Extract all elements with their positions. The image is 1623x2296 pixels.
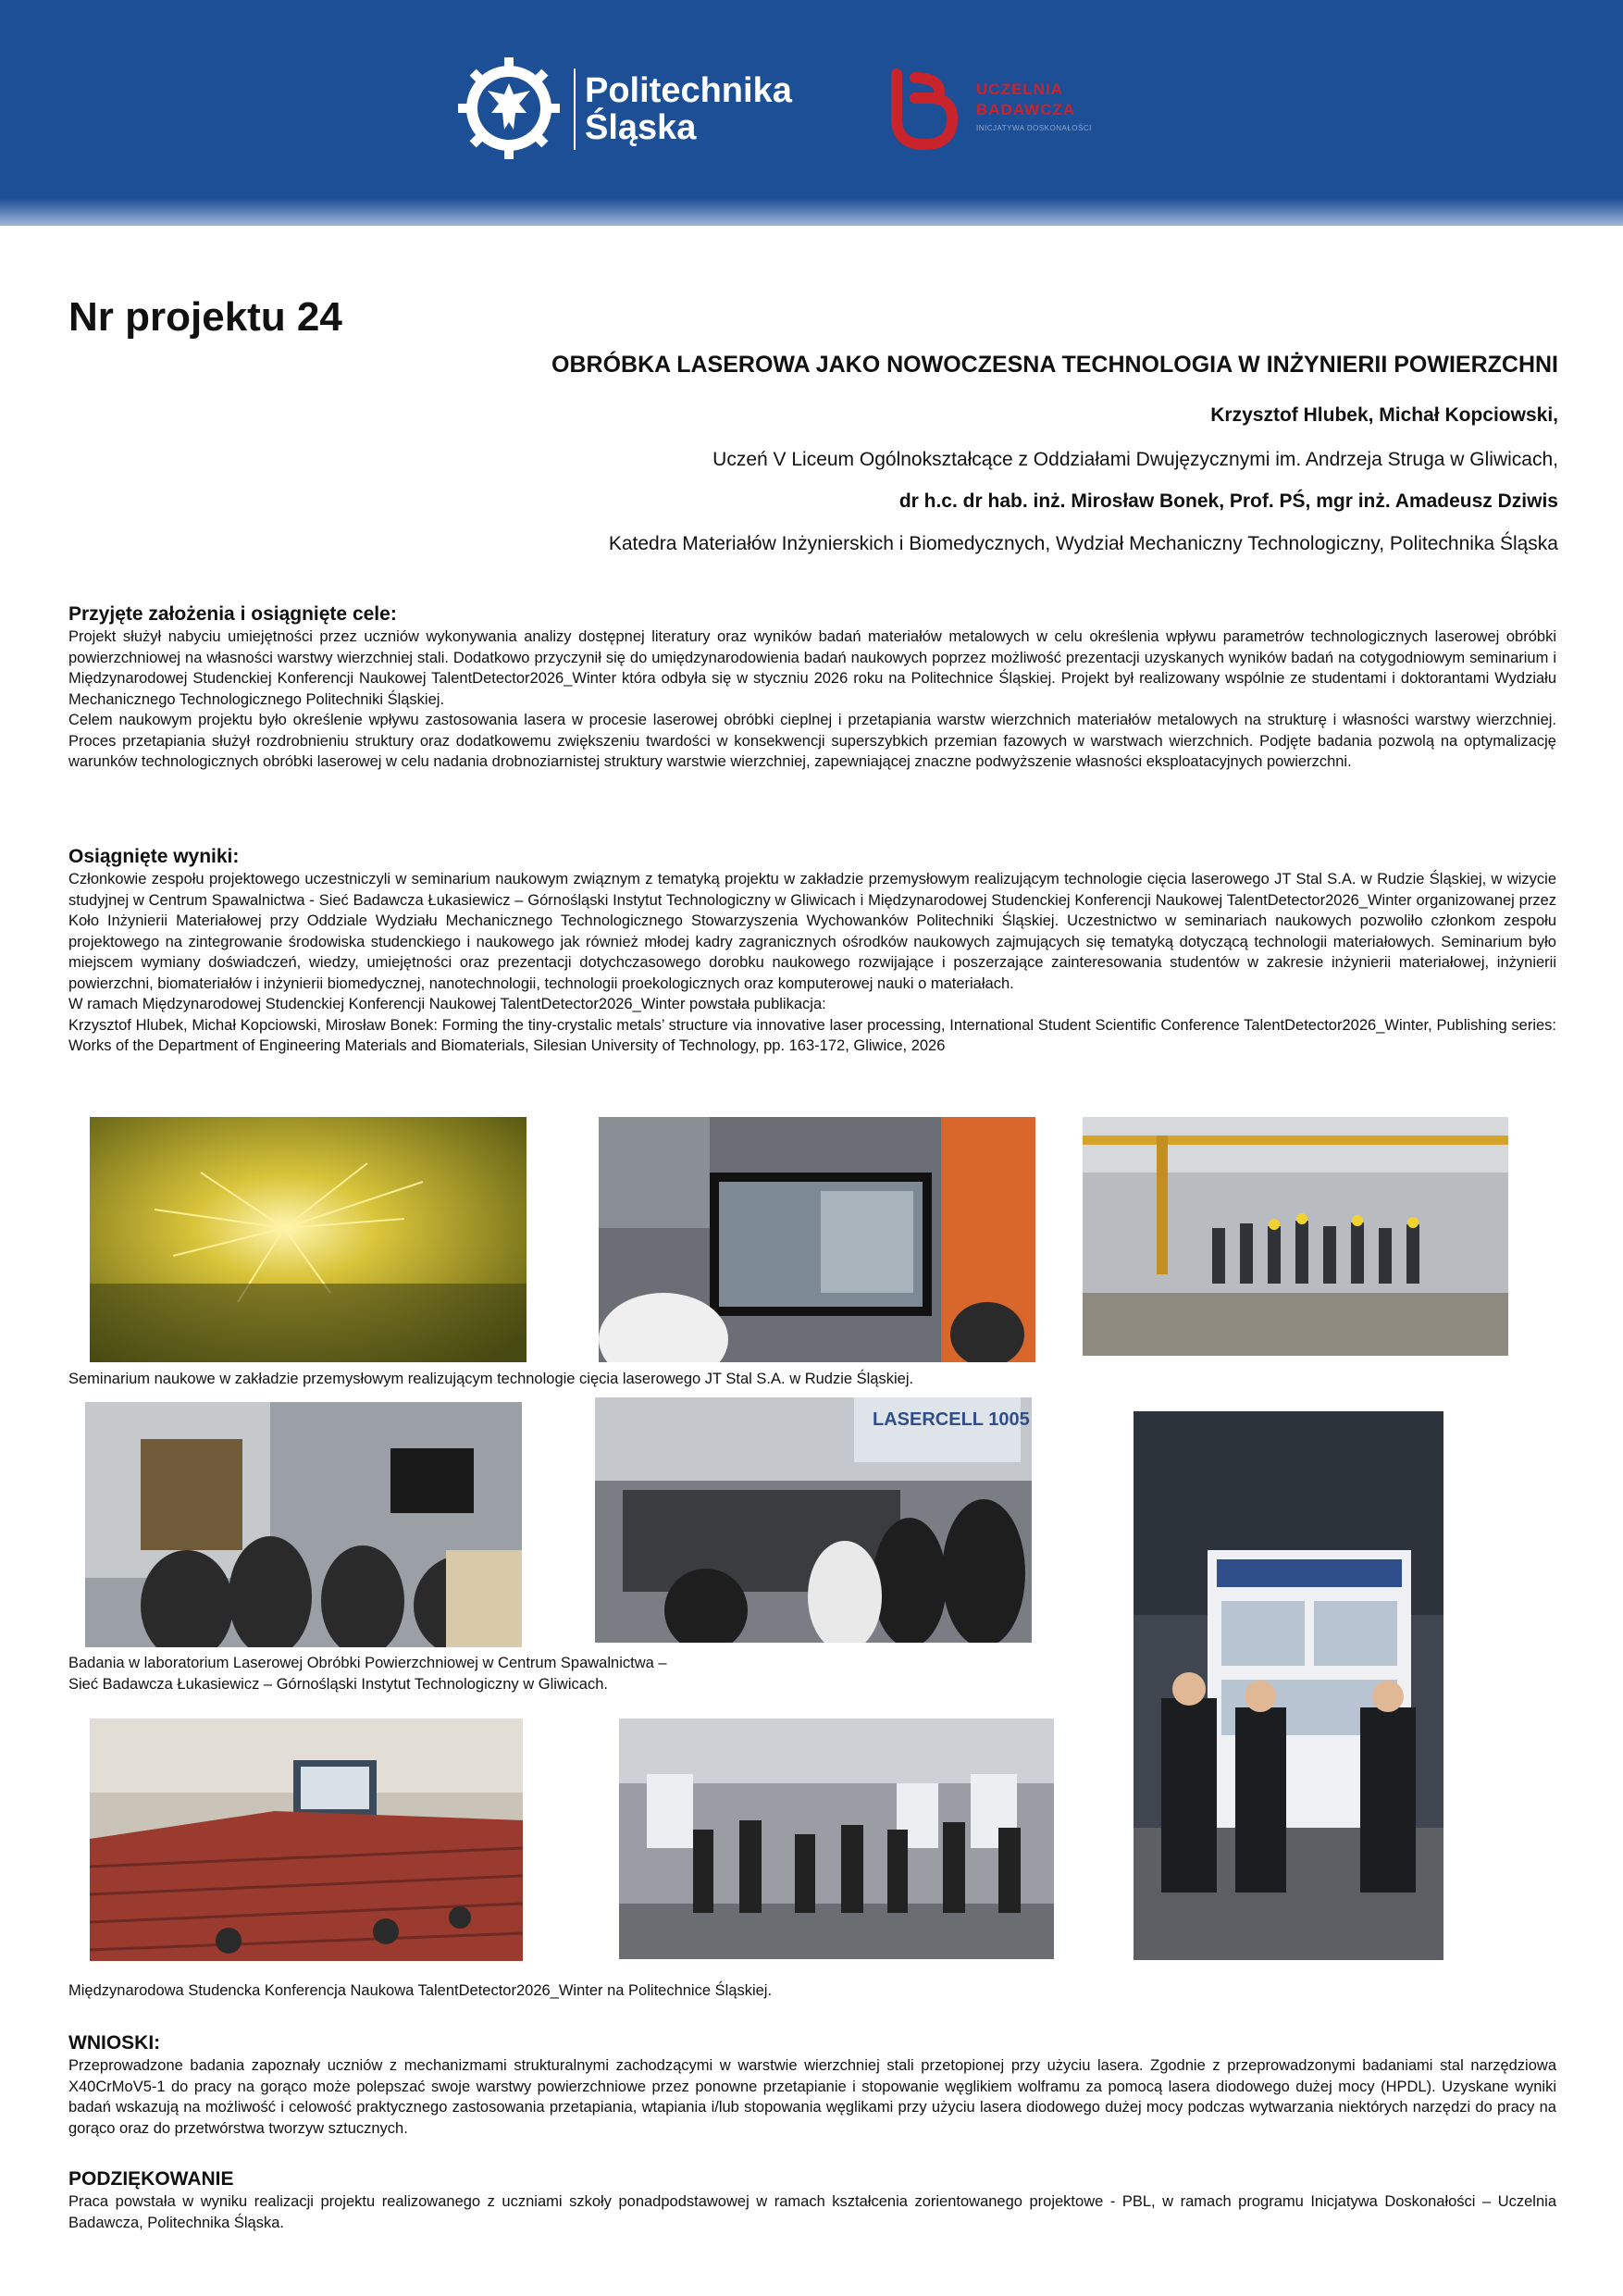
eagle-gear-emblem-icon — [458, 57, 560, 159]
lasercell-label: LASERCELL 1005 — [873, 1409, 1030, 1430]
project-title: OBRÓBKA LASEROWA JAKO NOWOCZESNA TECHNOLOGIA W INŻYNIERII POWIERZCHNI — [551, 352, 1558, 378]
school-name: Uczeń V Liceum Ogólnokształcące z Oddziałami Dwujęzycznymi im. Andrzeja Struga w Gliwicach, — [712, 449, 1558, 470]
project-number: Nr projektu 24 — [68, 294, 342, 340]
results-publication: Krzysztof Hlubek, Michał Kopciowski, Mirosław Bonek: Forming the tiny-crystalic metals’ structure via innovative laser processing, International Student Scientific Conference TalentDetector2026_Winter, Publishing series: Works of the Department of Engineering Materials and Biomaterials, Silesian University of Technology, pp. 163-172, Gliwice, 2026 — [68, 1016, 1556, 1054]
conclusions-section — [68, 2031, 1556, 2139]
university-name: Politechnika Śląska — [585, 71, 792, 147]
goals-section — [68, 602, 1556, 773]
header-banner — [0, 0, 1623, 226]
photo-students-poster — [1134, 1411, 1443, 1960]
results-paragraph-1: Członkowie zespołu projektowego uczestniczyli w seminarium naukowym związnym z tematyką projektu w zakładzie przemysłowym realizującym technologie cięcia laserowego JT Stal S.A. w Rudzie Śląskiej, w wizycie studyjnej w Centrum Spawalnictwa - Sieć Badawcza Łukasiewicz – Górnośląski Instytut Technologiczny w Gliwicach i Międzynarodowej Studenckiej Konferencji Naukowej TalentDetector2026_Winter organizowanej przez Koło Inżynierii Materiałowej przy Oddziale Wydziału Mechanicznego Technologicznego Stowarzyszenia Wychowanków Politechniki Śląskiej. Uczestnictwo w seminariach naukowych pozwoliło członkom zespołu projektowego na zintegrowanie środowiska studenckiego i naukowego jak również młodej kadry zagranicznych ośrodków naukowych zajmujących się tematyką dotyczącą technologii materiałowych. Seminarium było miejscem wymiany doświadczeń, wiedzy, umiejętności oraz prezentacji dotychczasowego dorobku naukowego rozwijające i poszerzające zainteresowania studentów w zakresie inżynierii materiałowej, inżynierii powierzchni, biomateriałów i inżynierii biomedycznej, nanotechnologii, technologii proekologicznych oraz komputerowej nauki o materiałach. — [68, 871, 1556, 992]
supervisors: dr h.c. dr hab. inż. Mirosław Bonek, Prof. PŚ, mgr inż. Amadeusz Dziwis — [898, 490, 1558, 512]
photo-factory-hall-group — [1083, 1117, 1508, 1356]
caption-row-3: Międzynarodowa Studencka Konferencja Naukowa TalentDetector2026_Winter na Politechnice Śląskiej. — [68, 1982, 773, 1999]
photo-lecture-hall — [90, 1719, 523, 1961]
goals-paragraph-2: Celem naukowym projektu było określenie wpływu zastosowania lasera w procesie laserowej obróbki cieplnej i przetapiania warstw wierzchnich materiałów metalowych na strukturę i własności warstwy wierzchniej. Proces przetapiania służył rozdrobnieniu struktury oraz dodatkowemu zwiększeniu twardości w konsekwencji superszybkich przemian fazowych w warstwach wierzchnich. Podjęte badania pozwolą na optymalizację warunków technologicznych obróbki laserowej w celu nadania drobnoziarnistej struktury warstwie wierzchniej, zapewniającej znaczne podwyższenie własności eksploatacyjnych powierzchni. — [68, 712, 1556, 770]
results-section — [68, 845, 1556, 1057]
conclusions-heading: WNIOSKI: — [68, 2032, 161, 2054]
photo-laser-cutting-sparks — [90, 1117, 527, 1362]
photo-cutting-monitor — [599, 1117, 1035, 1362]
acknowledgements-section — [68, 2167, 1556, 2233]
results-paragraph-2: W ramach Międzynarodowej Studenckiej Konferencji Naukowej TalentDetector2026_Winter powstała publikacja: — [68, 996, 826, 1012]
photo-conference-poster-session — [619, 1719, 1054, 1959]
research-university-logo-icon — [884, 65, 976, 154]
caption-row-1: Seminarium naukowe w zakładzie przemysłowym realizującym technologie cięcia laserowego JT Stal S.A. w Rudzie Śląskiej. — [68, 1371, 914, 1387]
goals-paragraph-1: Projekt służył nabyciu umiejętności przez uczniów wykonywania analizy dostępnej literatury oraz wyników badań materiałów metalowych w celu określenia wpływu parametrów technologicznych laserowej obróbki powierzchniowej na własności warstwy wierzchniej stali. Dodatkowo przyczynił się do umiędzynarodowienia badań naukowych poprzez możliwość prezentacji uzyskanych wyników badań na cotygodniowym seminarium i Międzynarodowej Studenckiej Konferencji Naukowej TalentDetector2026_Winter która odbyła się w styczniu 2026 roku na Politechnice Śląskiej. Projekt był realizowany wspólnie ze studentami i doktorantami Wydziału Mechanicznego Technologicznego Politechniki Śląskiej. — [68, 628, 1556, 708]
photo-lasercell-machine — [595, 1397, 1032, 1643]
caption-row-2-line-1: Badania w laboratorium Laserowej Obróbki Powierzchniowej w Centrum Spawalnictwa – — [68, 1655, 667, 1671]
photo-laser-lab — [85, 1402, 522, 1647]
acknowledgements-heading: PODZIĘKOWANIE — [68, 2168, 234, 2190]
acknowledgements-text: Praca powstała w wyniku realizacji projektu realizowanego z uczniami szkoły ponadpodstawowej w ramach kształcenia zorientowanego projektowe - PBL, w ramach programu Inicjatywa Doskonałości – Uczelnia Badawcza, Politechnika Śląska. — [68, 2193, 1556, 2231]
department: Katedra Materiałów Inżynierskich i Biomedycznych, Wydział Mechaniczny Technologiczny, Politechnika Śląska — [608, 533, 1558, 554]
caption-row-2 — [68, 1653, 667, 1694]
student-authors: Krzysztof Hlubek, Michał Kopciowski, — [1210, 404, 1558, 426]
goals-heading: Przyjęte założenia i osiągnięte cele: — [68, 603, 397, 625]
conclusions-text: Przeprowadzone badania zapoznały uczniów z mechanizmami strukturalnymi zachodzącymi w warstwie wierzchniej stali przetopionej przy użyciu lasera. Zgodnie z przeprowadzonymi badaniami stal narzędziowa X40CrMoV5-1 do pracy na gorąco może polepszać swoje warstwy powierzchniowe przez ponowne przetapianie i stopowanie węglikiem wolframu za pomocą lasera diodowego dużej mocy (HPDL). Uzyskane wyniki badań wskazują na możliwość i celowość praktycznego zastosowania przetapiania, wtapiania i/lub stopowania węglikami przy użyciu lasera diodowego dużej mocy podczas wytwarzania niektórych narzędzi do pracy na gorąco oraz do przetwórstwa tworzyw sztucznych. — [68, 2057, 1556, 2137]
caption-row-2-line-2: Sieć Badawcza Łukasiewicz – Górnośląski Instytut Technologiczny w Gliwicach. — [68, 1675, 608, 1693]
logo-divider — [574, 68, 576, 150]
research-university-badge: UCZELNIA BADAWCZA — [976, 81, 1076, 118]
results-heading: Osiągnięte wyniki: — [68, 846, 240, 867]
research-university-subtitle: INICJATYWA DOSKONAŁOŚCI — [976, 124, 1092, 132]
